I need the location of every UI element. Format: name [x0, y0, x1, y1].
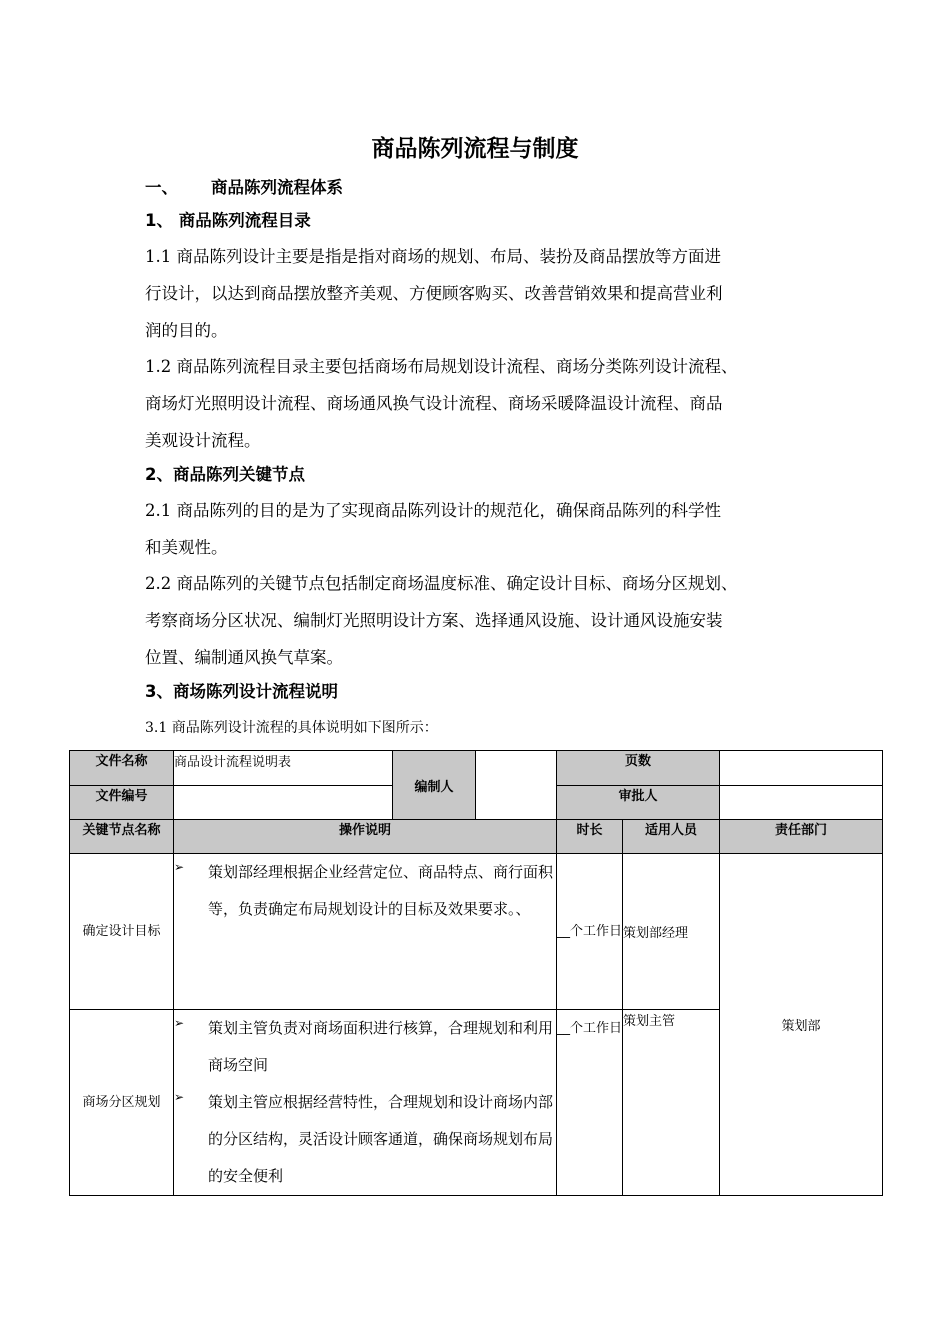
file-no-value	[174, 786, 393, 820]
duration: __个工作日	[557, 1010, 623, 1196]
subheading-3: 3、商场陈列设计流程说明	[145, 682, 338, 701]
bullet-item	[174, 854, 556, 928]
text-line: 和美观性。	[145, 538, 228, 557]
bullet-text: 策划主管应根据经营特性，合理规划和设计商场内部的分区结构，灵活设计顾客通道，确保商场规划布局的安全便利	[208, 1093, 554, 1185]
section-text: 商品陈列流程体系	[211, 178, 343, 197]
file-name-label: 文件名称	[70, 751, 174, 786]
responsible-department: 策划部	[720, 854, 883, 1196]
approver-label: 审批人	[557, 786, 720, 820]
arrow-bullet-icon: ➢	[174, 1090, 185, 1104]
column-header-duration: 时长	[557, 820, 623, 854]
text-line: 美观设计流程。	[145, 431, 261, 450]
paragraph-2-2	[145, 565, 825, 676]
duration: __个工作日	[557, 854, 623, 1010]
operation-description	[174, 854, 557, 1010]
text-line: 2.2 商品陈列的关键节点包括制定商场温度标准、确定设计目标、商场分区规划、	[145, 574, 738, 593]
applicable-staff: 策划主管	[623, 1010, 720, 1196]
section-heading-1	[145, 176, 343, 200]
section-number: 一、	[145, 178, 178, 197]
file-name-value: 商品设计流程说明表	[174, 751, 393, 786]
table-meta-row	[70, 751, 883, 786]
editor-label: 编制人	[393, 751, 476, 820]
column-header-node: 关键节点名称	[70, 820, 174, 854]
table-header-row	[70, 820, 883, 854]
editor-value	[476, 751, 557, 820]
applicable-staff: 策划部经理	[623, 854, 720, 1010]
table-row	[70, 854, 883, 1010]
subheading-1: 1、 商品陈列流程目录	[145, 211, 311, 230]
bullet-item	[174, 1084, 556, 1195]
paragraph-1-1	[145, 238, 825, 349]
text-line: 2.1 商品陈列的目的是为了实现商品陈列设计的规范化，确保商品陈列的科学性	[145, 501, 721, 520]
file-no-label: 文件编号	[70, 786, 174, 820]
document-title: 商品陈列流程与制度	[371, 136, 579, 162]
pages-value	[720, 751, 883, 786]
arrow-bullet-icon: ➢	[174, 1016, 185, 1030]
bullet-text: 策划部经理根据企业经营定位、商品特点、商行面积等，负责确定布局规划设计的目标及效果要求。、	[208, 863, 554, 918]
paragraph-1-2	[145, 348, 825, 459]
arrow-bullet-icon: ➢	[174, 860, 185, 874]
paragraph-2-1	[145, 492, 825, 566]
text-line: 考察商场分区状况、编制灯光照明设计方案、选择通风设施、设计通风设施安装	[145, 611, 723, 630]
text-line: 位置、编制通风换气草案。	[145, 648, 343, 667]
approver-value	[720, 786, 883, 820]
process-spec-table	[69, 750, 883, 1196]
text-line: 润的目的。	[145, 321, 228, 340]
subheading-2: 2、商品陈列关键节点	[145, 465, 305, 484]
node-name: 商场分区规划	[70, 1010, 174, 1196]
text-line: 1.2 商品陈列流程目录主要包括商场布局规划设计流程、商场分类陈列设计流程、	[145, 357, 738, 376]
text-line: 行设计，以达到商品摆放整齐美观、方便顾客购买、改善营销效果和提高营业利	[145, 284, 723, 303]
bullet-text: 策划主管负责对商场面积进行核算，合理规划和利用商场空间	[208, 1019, 554, 1074]
node-name: 确定设计目标	[70, 854, 174, 1010]
text-line: 商场灯光照明设计流程、商场通风换气设计流程、商场采暖降温设计流程、商品	[145, 394, 723, 413]
operation-description	[174, 1010, 557, 1196]
pages-label: 页数	[557, 751, 720, 786]
column-header-staff: 适用人员	[623, 820, 720, 854]
bullet-item	[174, 1010, 556, 1084]
column-header-department: 责任部门	[720, 820, 883, 854]
column-header-description: 操作说明	[174, 820, 557, 854]
table-caption: 3.1 商品陈列设计流程的具体说明如下图所示：	[145, 720, 438, 736]
text-line: 1.1 商品陈列设计主要是指是指对商场的规划、布局、装扮及商品摆放等方面进	[145, 247, 721, 266]
